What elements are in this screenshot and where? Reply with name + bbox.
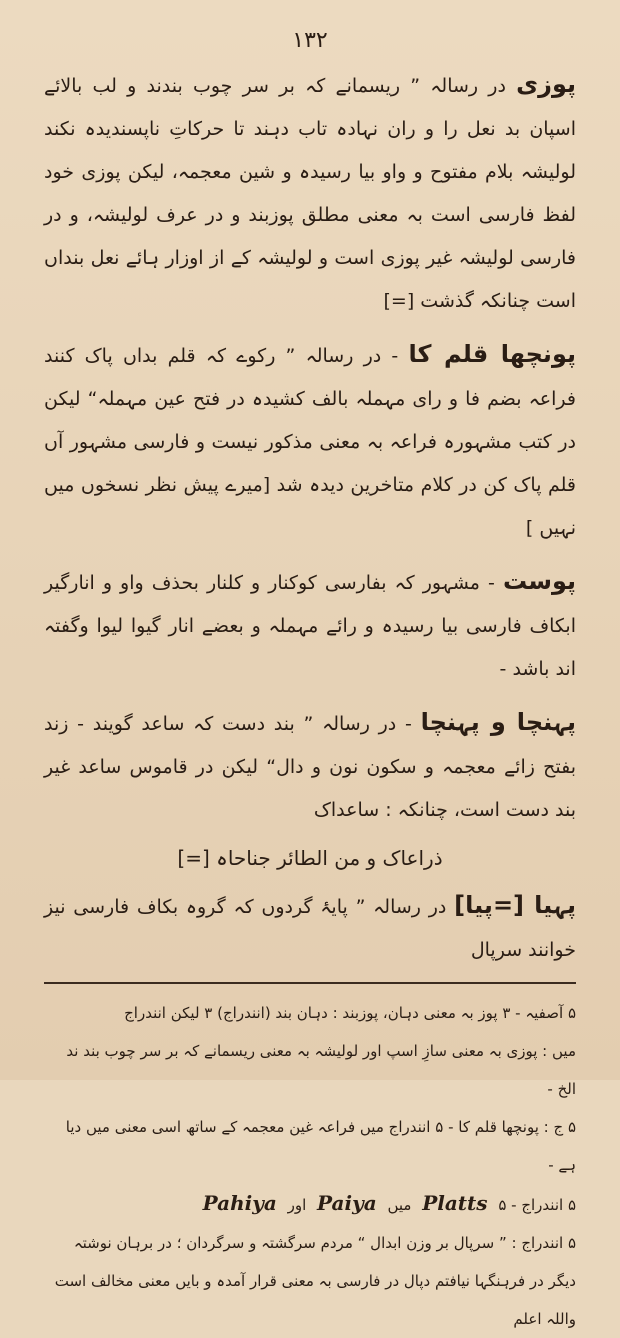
latin-word: Pahiya — [202, 1191, 277, 1215]
entry-pahiya — [44, 884, 576, 972]
entry-post — [44, 560, 576, 691]
entries — [44, 63, 576, 972]
footnote: دیگر در فرہنگہا نیافتم دپال در فارسی بہ معنی قرار آمدہ و بایں معنی مخالف است واللہ اعلم — [54, 1272, 576, 1328]
entry-pozi — [44, 63, 576, 323]
headword: پونچھا قلم کا — [408, 340, 576, 368]
footnote-divider — [44, 982, 576, 984]
footnote: میں : پوزی بہ معنی سازِ اسپ اور لولیشہ بہ معنی ریسمانے کہ بر سر چوب بند ند الخ - — [66, 1042, 576, 1098]
entry-text: - در رسالہ ” بند دست کہ ساعد گویند - زند بفتح زائے معجمہ و سکون نون و دال“ لیکن در قاموس ساعد غیر بند دست است، چنانکہ : ساعداک — [44, 713, 576, 821]
latin-word: Platts — [422, 1191, 488, 1215]
headword: پوزی — [516, 70, 576, 98]
footnotes — [44, 994, 576, 1338]
entry-text: - در رسالہ ” رکوے کہ قلم بداں پاک کنند فراعہ بضم فا و رای مہملہ بالف کشیدہ در فتح عین مہملہ“ لیکن در کتب مشہورہ فراعہ بہ معنی مذکور نیست و فارسی مشہور آں قلم پاک کن در کلام متاخرین دیدہ شد [میرے پیش نظر نسخوں میں نہیں ] — [44, 345, 576, 539]
footnote: ۵ ج : پونچھا قلم کا - ۵ انندراج میں فراعہ غین معجمہ کے ساتھ اسی معنی میں دیا ہے - — [65, 1118, 576, 1174]
entry-pahuncha — [44, 701, 576, 832]
headword: پہنچا و پہنچا — [420, 708, 576, 736]
entry-ponchha-qalam — [44, 333, 576, 550]
entry-text: - مشہور کہ بفارسی کوکنار و کلنار بحذف واو و انارگیر ابکاف فارسی بیا رسیدہ و رائے مہملہ و بعضے انار گیوا لیوا وگفتہ اند باشد - — [44, 572, 576, 680]
headword: پہیا [=پیا] — [454, 891, 576, 919]
footnote: ۵ آصفیہ - ۳ پوز بہ معنی دہان، پوزبند : دہان بند (انندراج) ۳ لیکن انندراج — [124, 1004, 576, 1022]
latin-word: Paiya — [317, 1191, 377, 1215]
headword: پوست — [502, 567, 577, 595]
entry-text: در رسالہ ” ریسمانے کہ بر سر چوب بندند و لب بالائے اسپان بد نعل را و ران نہادہ تاب دہند تا حرکاتِ ناپسندیدہ نکند لولیشہ بلام مفتوح و واو بیا رسیدہ و شین معجمہ، لیکن پوزی خود لفظ فارسی است بہ معنی مطلق پوزبند و در عرف لولیشہ، و در فارسی لولیشہ غیر پوزی است و لولیشہ کے از اوزار ہائے نعل بنداں است چنانکہ گذشت [=] — [44, 75, 576, 312]
footnote: ۵ انندراج : ” سرپال بر وزن ابدال “ مردم سرگشتہ و سرگردان ؛ در برہان نوشتہ — [73, 1234, 576, 1252]
entry-text: در رسالہ ” پایۂ گردوں کہ گروہ بکاف فارسی نیز خوانند سرپال — [44, 896, 576, 961]
arabic-quote: ذراعاک و من الطائر جناحاہ [=] — [177, 846, 443, 870]
page-number: ۱۳۲ — [292, 28, 328, 53]
footnote-latin: ۵ انندراج - ۵ Platts میں Paiya اور Pahiya — [44, 1184, 576, 1224]
